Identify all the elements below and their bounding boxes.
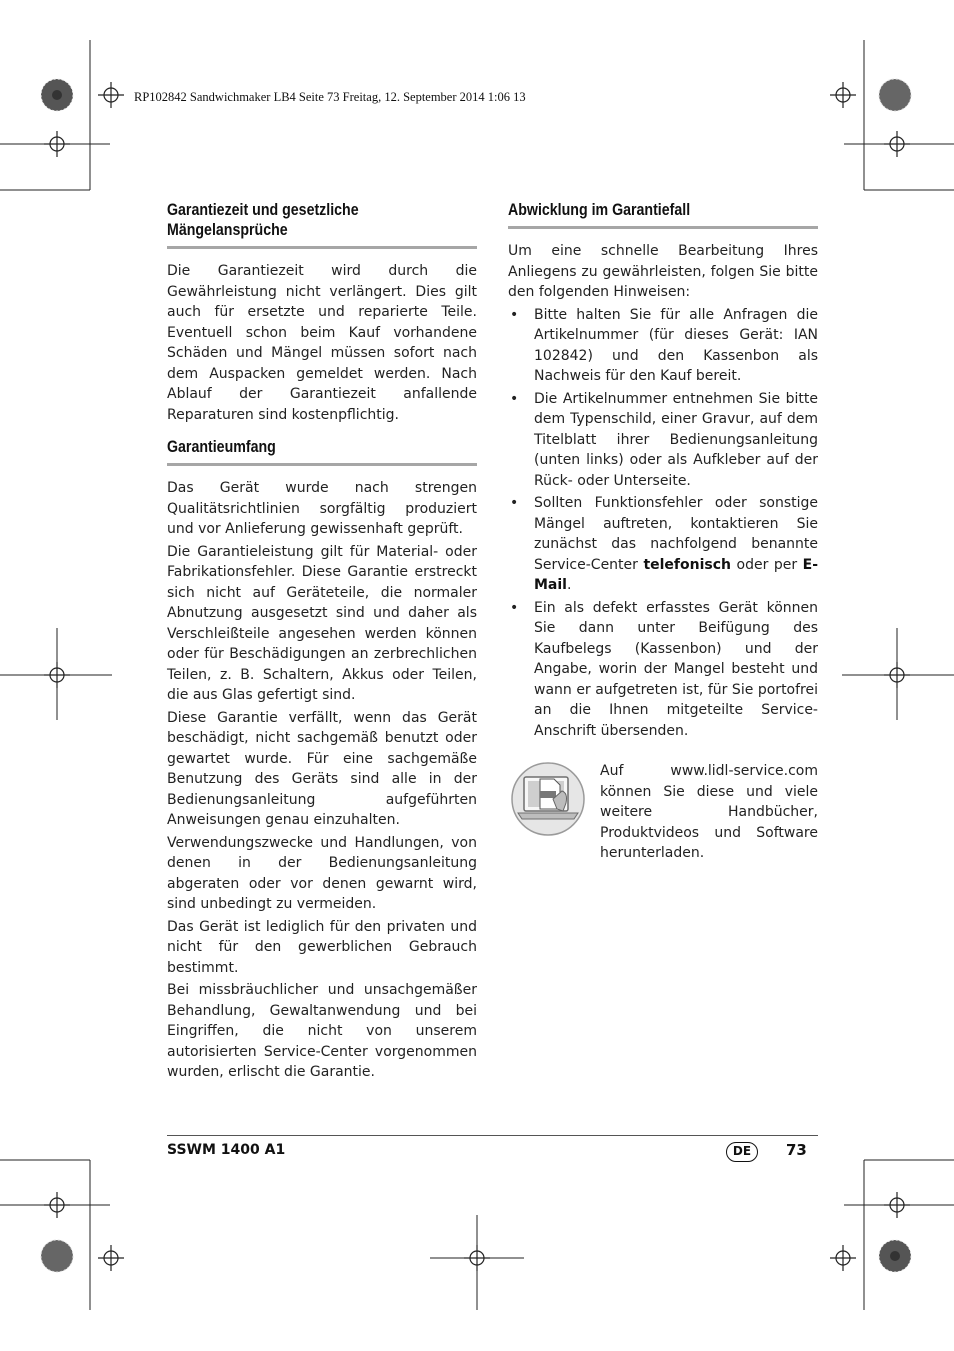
paragraph: Das Gerät ist lediglich für den privaten und nicht für den gewerblichen Gebrauch bestimmt. xyxy=(167,918,477,976)
list-item: • Bitte halten Sie für alle Anfragen die Artikelnummer (für dieses Gerät: IAN 102842) und den Kassenbon als Nachweis für den Kauf bereit. xyxy=(508,305,818,387)
paragraph: Bei missbräuchlicher und unsachgemäßer Behandlung, Gewaltanwendung und bei Eingriffen, die nicht von unserem autorisierten Service-Center vorgenommen wurden, erlischt die Garantie. xyxy=(167,982,477,1080)
service-note xyxy=(508,761,818,866)
emphasis-email: E-Mail xyxy=(534,556,818,593)
section-rule xyxy=(508,226,818,229)
service-text-block xyxy=(600,761,818,866)
list-item: • Ein als defekt erfasstes Gerät können Sie dann unter Beifügung des Kaufbelegs (Kassenbon) und der Angabe, worin der Mangel besteht und wann er aufgetreten ist, für Sie portofrei an die Ihnen mitgeteilte Service-Anschrift übersenden. xyxy=(508,598,818,742)
section-title-garantiezeit: Garantiezeit und gesetzliche Mängelansprüche xyxy=(167,201,359,239)
intro-paragraph: Um eine schnelle Bearbeitung Ihres Anliegens zu gewährleisten, folgen Sie bitte den folgenden Hinweisen: xyxy=(508,243,818,300)
service-text: Auf www.lidl-service.com können Sie diese und viele weitere Handbücher, Produktvideos und Software herunterladen. xyxy=(600,763,818,861)
language-badge: DE xyxy=(726,1142,758,1162)
model-number: SSWM 1400 A1 xyxy=(167,1142,286,1158)
paragraph: Die Garantiezeit wird durch die Gewährleistung nicht verlängert. Dies gilt auch für ersetzte und reparierte Teile. Eventuell schon beim Kauf vorhandene Schäden und Mängel müssen sofort nach dem Auspacken gemeldet werden. Nach Ablauf der Garantiezeit anfallende Reparaturen sind kostenpflichtig. xyxy=(167,263,477,423)
paragraph: Das Gerät wurde nach strengen Qualitätsrichtlinien sorgfältig produziert und vor Anlieferung gewissenhaft geprüft. xyxy=(167,480,477,537)
page-number: 73 xyxy=(786,1141,807,1159)
section-rule xyxy=(167,463,477,466)
section-title-garantieumfang: Garantieumfang xyxy=(167,438,276,456)
laptop-pdf-online-icon xyxy=(510,761,586,837)
footer-rule xyxy=(167,1135,818,1136)
print-slug-line: RP102842 Sandwichmaker LB4 Seite 73 Freitag, 12. September 2014 1:06 13 xyxy=(134,90,526,104)
section-rule xyxy=(167,246,477,249)
left-column xyxy=(167,200,477,1085)
paragraph: Verwendungszwecke und Handlungen, von denen in der Bedienungsanleitung abgeraten oder vor denen gewarnt wird, sind unbedingt zu vermeiden. xyxy=(167,834,477,912)
right-column xyxy=(508,200,818,866)
emphasis-telefonisch: telefonisch xyxy=(643,556,731,573)
section-title-abwicklung: Abwicklung im Garantiefall xyxy=(508,201,691,219)
paragraph: Diese Garantie verfällt, wenn das Gerät beschädigt, nicht sachgemäß benutzt oder gewartet wurde. Für eine sachgemäße Benutzung des Geräts sind alle in der Bedienungsanleitung aufgeführten Anweisungen genau einzuhalten. xyxy=(167,709,477,828)
paragraph: Die Garantieleistung gilt für Material- oder Fabrikationsfehler. Diese Garantie erstreckt sich nicht auf Geräteteile, die normaler Abnutzung ausgesetzt sind und daher als Verschleißteile angesehen werden können oder für Beschädigungen an zerbrechlichen Teilen, z. B. Schaltern, Akkus oder Teilen, die aus Glas gefertigt sind. xyxy=(167,543,477,703)
list-item: • Die Artikelnummer entnehmen Sie bitte dem Typenschild, einer Gravur, auf dem Titelblatt ihrer Bedienungsanleitung (unten links) oder als Aufkleber auf der Rück- oder Unterseite. xyxy=(508,389,818,492)
instruction-list xyxy=(508,305,818,742)
list-item: • Sollten Funktionsfehler oder sonstige Mängel auftreten, kontaktieren Sie zunächst das nachfolgend benannte Service-Center telefonisch oder per E-Mail. xyxy=(508,493,818,596)
